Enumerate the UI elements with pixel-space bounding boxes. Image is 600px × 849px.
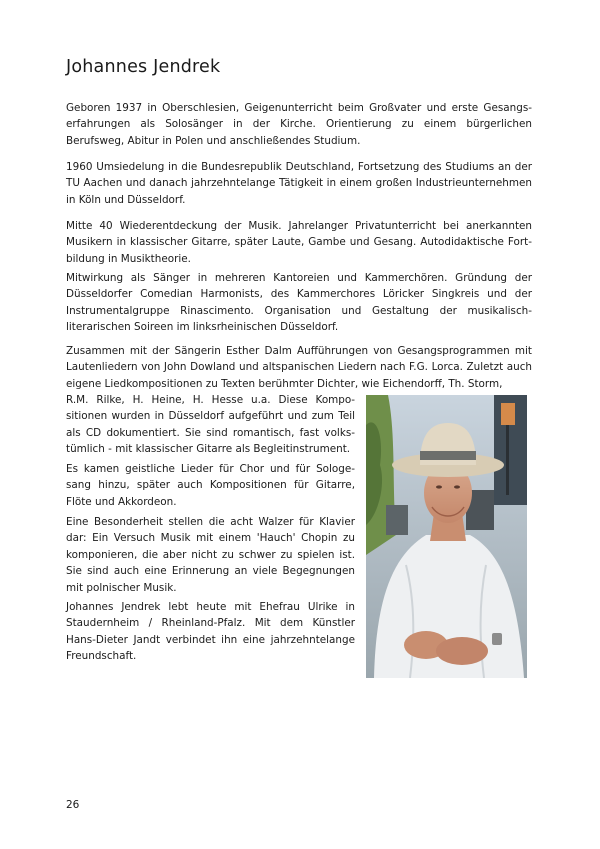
page-title: Johannes Jendrek xyxy=(66,57,221,77)
paragraph-performances: Zusammen mit der Sängerin Esther Dalm Aufführungen von Gesangsprogrammen mit Lautenliedern von John Dowland und altspanischen Liedern nach F.G. Lorca. Zuletzt auch eigene Liedkompositionen zu Texten berühmter Dichter, wie Eichendorff, Th. Storm, xyxy=(66,345,532,390)
paragraph-sacred-songs: Es kamen geistliche Lieder für Chor und für Sologesang hinzu, später auch Kompositionen für Gitarre, Flöte und Akkordeon. xyxy=(66,463,355,508)
paragraph-waltzes: Eine Besonderheit stellen die acht Walzer für Klavier dar: Ein Versuch Musik mit einem 'Hauch' Chopin zu komponieren, die aber nicht zu schwer zu spielen ist. Sie sind auch eine Erinnerung an viele Begegnungen mit polnischer Musik. xyxy=(66,516,355,594)
paragraph-performances-continued: R.M. Rilke, H. Heine, H. Hesse u.a. Diese Kompositionen wurden in Düsseldorf aufgeführt und zum Teil als CD dokumentiert. Sie sind romantisch, fast volkstümlich - mit klassischer Gitarre als Begleitinstrument. xyxy=(66,394,355,456)
paragraph-relocation: 1960 Umsiedelung in die Bundesrepublik Deutschland, Fortsetzung des Studiums an der TU Aachen und danach jahrzehntelange Tätigkeit in einem großen Industrieunternehmen in Köln und Düsseldorf. xyxy=(66,161,532,206)
paragraph-birth: Geboren 1937 in Oberschlesien, Geigenunterricht beim Großvater und erste Gesangserfahrungen als Solosänger in der Kirche. Orientierung zu einem bürgerlichen Berufsweg, Abitur in Polen und anschließendes Studium. xyxy=(66,102,532,147)
portrait-photo xyxy=(366,395,527,678)
page-number: 26 xyxy=(66,799,80,811)
paragraph-music-rediscovery: Mitte 40 Wiederentdeckung der Musik. Jahrelanger Privatunterricht bei anerkannten Musikern in klassischer Gitarre, später Laute, Gambe und Gesang. Autodidaktische Fortbildung in Musiktheorie. xyxy=(66,220,532,265)
paragraph-today: Johannes Jendrek lebt heute mit Ehefrau Ulrike in Staudernheim / Rheinland-Pfalz. Mit dem Künstler Hans-Dieter Jandt verbindet ihn eine jahrzehntelange Freundschaft. xyxy=(66,601,355,663)
paragraph-choirs: Mitwirkung als Sänger in mehreren Kantoreien und Kammerchören. Gründung der Düsseldorfer Comedian Harmonists, des Kammerchores Löricker Singkreis und der Instrumentalgruppe Rinascimento. Organisation und Gestaltung der musikalisch-literarischen Soireen im linksrheinischen Düsseldorf. xyxy=(66,272,532,334)
